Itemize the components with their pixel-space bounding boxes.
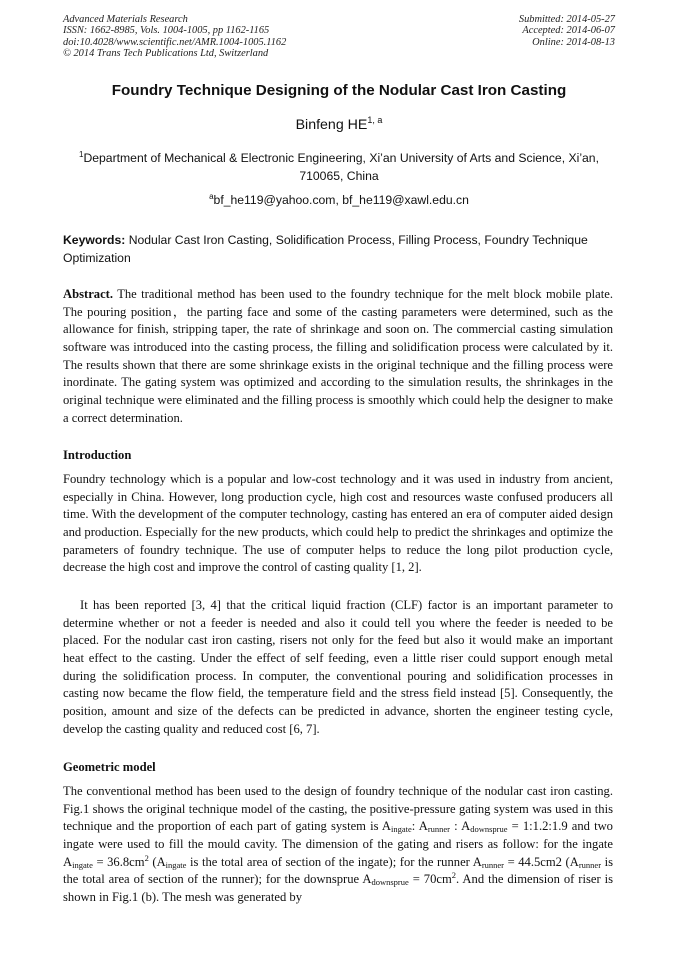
text-run: : A [411,819,428,834]
subscript: downsprue [371,877,409,888]
subscript: ingate [391,824,412,835]
text-run: = 36.8cm [92,854,145,869]
email-text: bf_he119@yahoo.com, bf_he119@xawl.edu.cn [213,193,469,207]
affiliation-text: Department of Mechanical & Electronic Engineering, Xi’an University of Arts and Science, Xi’an, 710065, China [83,151,599,183]
submitted-date: Submitted: 2014-05-27 [518,14,615,25]
superscript: 2 [144,852,149,863]
geometric-model-paragraph [63,783,613,907]
subscript: runner [427,824,451,835]
text-run: . And the dimension of riser is shown in Fig.1 (b). The mesh was generated by [63,872,613,904]
keywords [63,231,613,267]
affiliation [60,150,618,185]
text-run: is the total area of section of the runner); for the downsprue A [63,854,614,887]
text-run: = 70cm [408,872,452,887]
introduction-heading: Introduction [63,448,132,462]
keywords-text: Nodular Cast Iron Casting, Solidification Process, Filling Process, Foundry Technique Optimization [63,233,588,265]
online-date: Online: 2014-08-13 [532,36,615,48]
text-run: (A [148,854,166,869]
abstract-text: The traditional method has been used to the foundry technique for the melt block mobile plate. The pouring position，the parting face and some of the casting parameters were determined, such as the allowance for finish, stripping taper, the rate of shrinkage and soon on. The commercial casting simulation software was introduced into the casting process, the filling and solidification process were calculated by it. The results shown that there are some shrinkage exists in the original technique and the filling process were inordinate. The gating system was optimized and according to the simulation results, the shrinkages in the original technique were eliminated and the filling process is smoothly which could help the designer to make a correct determination. [63,287,613,425]
dates-header [519,14,615,48]
paper-title: Foundry Technique Designing of the Nodular Cast Iron Casting [111,82,567,99]
journal-info-header [63,14,286,59]
author-name: Binfeng HE [295,117,368,133]
introduction-paragraph-2: It has been reported [3, 4] that the critical liquid fraction (CLF) factor is an important parameter to determine whether or not a feeder is needed and also it could tell you where the feeder is needed to be placed. For the nodular cast iron casting, risers not only for the feed but also it would make an important heat effect to the casting. Under the effect of self feeding, even a little riser could support enough metal during the solidification process. In computer, the conventional pouring and solidification processes in casting now became the flow field, the temperature field and the stress field instead [5]. Consequently, the position, amount and size of the defects can be predicted in advance, shorten the engineer testing cycle, develop the casting quality and reduced cost [6, 7]. [63,598,613,736]
accepted-date: Accepted: 2014-06-07 [522,25,615,37]
text-run: : A [450,819,471,834]
author-line [0,117,678,133]
subscript: downsprue [470,824,508,835]
subscript: runner [481,859,505,870]
keywords-label: Keywords: [63,233,126,247]
email-line [0,193,678,207]
doi-line: doi:10.4028/www.scientific.net/AMR.1004-1005.1162 [63,36,287,48]
text-run: is the total area of section of the ingate); for the runner A [186,854,482,869]
author-affiliation-mark: 1, a [367,115,383,125]
text-run: = 1:1.2:1.9 and two ingate were used to fill the mould cavity. The dimension of the gating and risers as follow: for the ingate A [63,819,613,869]
journal-name: Advanced Materials Research [63,14,188,25]
subscript: ingate [165,859,187,870]
issn-line: ISSN: 1662-8985, Vols. 1004-1005, pp 1162-1165 [63,25,270,37]
abstract [63,286,613,427]
text-run: = 44.5cm2 (A [504,854,579,869]
introduction-paragraph-1: Foundry technology which is a popular and low-cost technology and it was used in industry from ancient, especially in China. However, long production cycle, high cost and resources waste confused producers all time. With the development of the computer technology, casting has entered an era of computer aided design and production. Especially for the new products, which could help to predict the shrinkages and optimize the parameters of foundry technique. The use of computer helps to reduce the long pilot production cycle, decrease the high cost and improve the control of casting quality [1, 2]. [63,472,613,575]
text-run: The conventional method has been used to the design of foundry technique of the nodular cast iron casting. Fig.1 shows the original technique model of the casting, the positive-pressure gating system was used in this technique and the proportion of each part of gating system is A [63,784,613,834]
geometric-model-heading: Geometric model [63,760,156,774]
affiliation-mark: 1 [79,150,84,159]
email-mark: a [209,192,214,201]
superscript: 2 [451,870,457,881]
abstract-label: Abstract. [63,287,114,301]
subscript: runner [578,859,602,870]
copyright-line: © 2014 Trans Tech Publications Ltd, Switzerland [63,47,269,59]
subscript: ingate [72,859,93,870]
